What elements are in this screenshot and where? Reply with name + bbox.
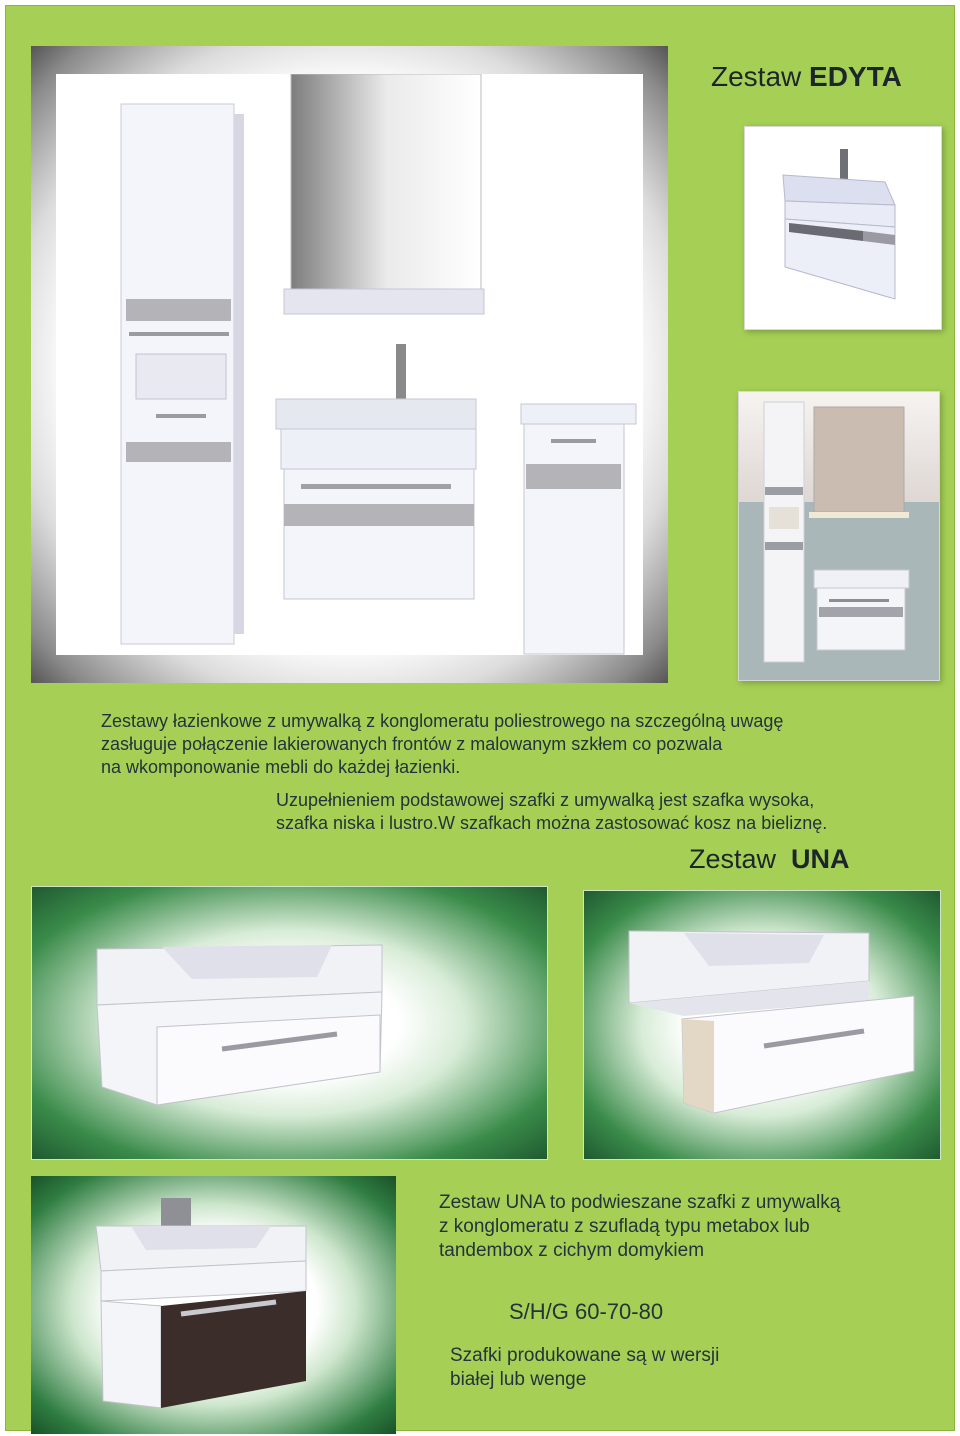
una-wenge-photo xyxy=(31,1176,396,1434)
una-title-prefix: Zestaw xyxy=(689,844,792,874)
una-open-drawer-photo xyxy=(583,890,941,1160)
edyta-vanity-photo xyxy=(744,126,942,330)
una-title-name: UNA xyxy=(791,844,850,874)
edyta-title-name: EDYTA xyxy=(809,61,902,92)
una-dimensions: S/H/G 60-70-80 xyxy=(509,1299,664,1324)
edyta-supplement: Uzupełnieniem podstawowej szafki z umywalką jest szafka wysoka, szafka niska i lustro.W szafkach można zastosować kosz na bieliznę. xyxy=(276,790,828,833)
edyta-bathroom-photo xyxy=(738,391,940,681)
edyta-title xyxy=(711,61,902,93)
una-description: Zestaw UNA to podwieszane szafki z umywalką z konglomeratu z szufladą typu metabox lub tandembox z cichym domykiem xyxy=(439,1192,841,1261)
edyta-title-prefix: Zestaw xyxy=(711,61,810,92)
una-closed-drawer-photo xyxy=(31,886,548,1160)
una-versions: Szafki produkowane są w wersji białej lub wenge xyxy=(450,1345,720,1390)
catalog-page xyxy=(5,5,955,1431)
una-title xyxy=(689,844,850,875)
edyta-description: Zestawy łazienkowe z umywalką z konglomeratu poliestrowego na szczególną uwagę zasługuje połączenie lakierowanych frontów z malowanym szkłem co pozwala na wkomponowanie mebli do każdej łazienki. xyxy=(101,711,784,777)
edyta-set-photo xyxy=(31,46,668,683)
